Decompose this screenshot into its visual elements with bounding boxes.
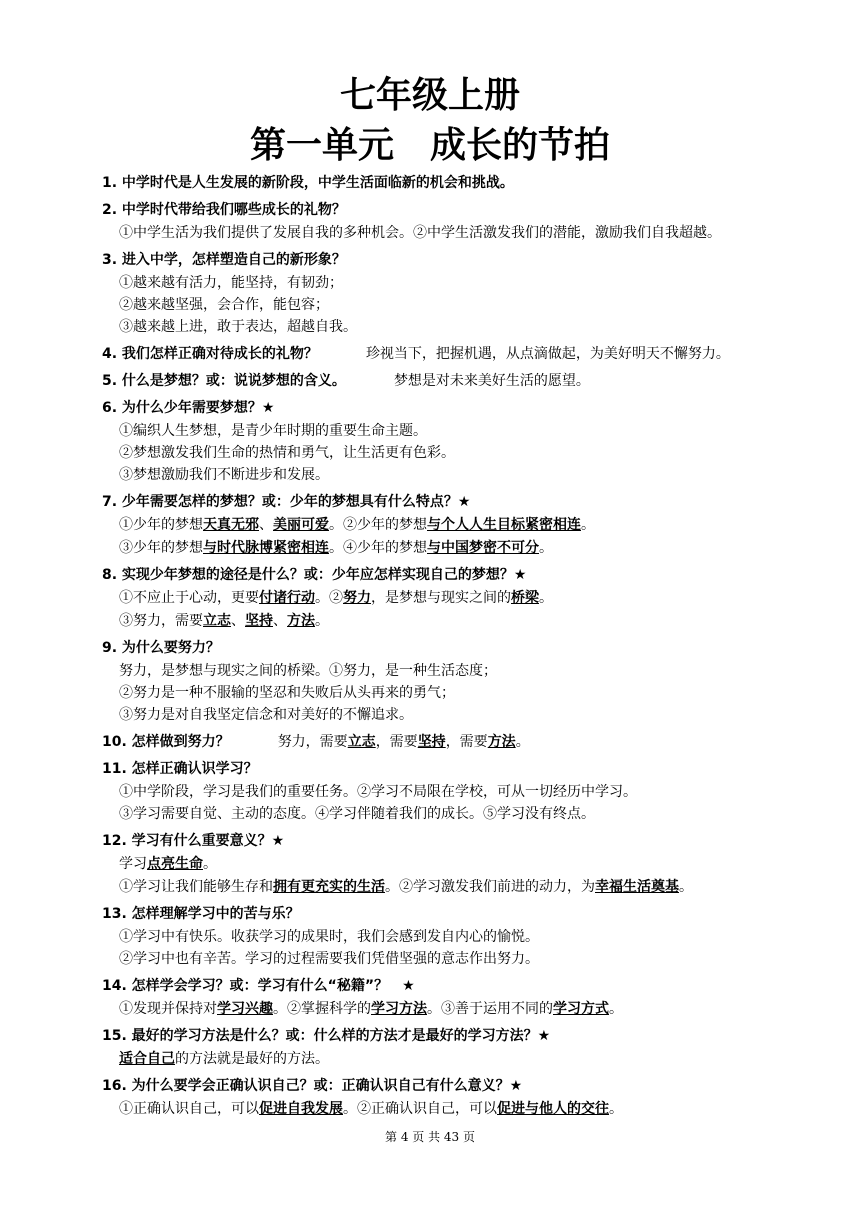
text-segment: ③努力，需要: [119, 613, 203, 629]
text-segment: ①中学阶段，学习是我们的重要任务。②学习不局限在学校，可从一切经历中学习。: [119, 784, 637, 800]
text-segment: ③越来越上进，敢于表达，超越自我。: [119, 319, 357, 335]
key-term: 点亮生命: [147, 856, 203, 872]
text-segment: 。②少年的梦想: [329, 517, 427, 533]
key-term: 付诸行动: [259, 590, 315, 606]
page-title: 七年级上册: [339, 75, 520, 116]
text-segment: 5. 什么是梦想？或：说说梦想的含义。: [102, 373, 346, 389]
question-line: [102, 758, 258, 780]
key-term: 与个人人生目标紧密相连: [427, 517, 581, 533]
question-line: [102, 343, 730, 365]
question-line: [102, 491, 470, 513]
text-segment: 11. 怎样正确认识学习？: [102, 761, 258, 777]
page-number: 第 4 页 共 43 页: [385, 1130, 475, 1144]
text-segment: 。: [609, 1001, 623, 1017]
key-term: 立志: [203, 613, 231, 629]
text-segment: 。: [315, 613, 329, 629]
text-segment: 4. 我们怎样正确对待成长的礼物？: [102, 346, 318, 362]
answer-line: [119, 926, 539, 948]
answer-line: [119, 948, 539, 970]
question-line: [102, 1025, 550, 1047]
answer-line: [119, 1048, 329, 1070]
key-term: 美丽可爱: [273, 517, 329, 533]
answer-line: [119, 587, 553, 609]
text-segment: 。②: [315, 590, 343, 606]
question-line: [102, 975, 415, 997]
text-segment: ①少年的梦想: [119, 517, 203, 533]
text-segment: 。: [515, 734, 530, 750]
text-segment: 。: [203, 856, 217, 872]
key-term: 适合自己: [119, 1051, 175, 1067]
key-term: 桥梁: [511, 590, 539, 606]
answer-line: [119, 1098, 623, 1120]
key-term: 拥有更充实的生活: [273, 879, 385, 895]
text-segment: ①学习让我们能够生存和: [119, 879, 273, 895]
text-segment: 。: [539, 590, 553, 606]
key-term: 与时代脉博紧密相连: [203, 540, 329, 556]
text-segment: 8. 实现少年梦想的途径是什么？或：少年应怎样实现自己的梦想？★: [102, 567, 527, 583]
text-segment: 。: [581, 517, 595, 533]
text-segment: ③梦想激励我们不断进步和发展。: [119, 467, 329, 483]
inline-answer: 珍视当下，把握机遇，从点滴做起，为美好明天不懈努力。: [365, 346, 730, 362]
key-term: 方法: [487, 734, 516, 750]
question-line: [102, 370, 590, 392]
inline-answer: 梦想是对未来美好生活的愿望。: [393, 373, 590, 389]
text-segment: ②努力是一种不服输的坚忍和失败后从头再来的勇气；: [119, 685, 455, 701]
text-segment: ①不应止于心动，更要: [119, 590, 259, 606]
text-segment: ②学习中也有辛苦。学习的过程需要我们凭借坚强的意志作出努力。: [119, 951, 539, 967]
answer-line: [119, 222, 721, 244]
text-segment: ①中学生活为我们提供了发展自我的多种机会。②中学生活激发我们的潜能，激励我们自我超越。: [119, 225, 721, 241]
answer-line: [119, 803, 595, 825]
question-line: [102, 172, 514, 194]
text-segment: ③学习需要自觉、主动的态度。④学习伴随着我们的成长。⑤学习没有终点。: [119, 806, 595, 822]
text-segment: 10. 怎样做到努力？: [102, 734, 230, 750]
answer-line: [119, 998, 623, 1020]
key-term: 坚持: [417, 734, 446, 750]
text-segment: 学习: [119, 856, 147, 872]
text-segment: 的方法就是最好的方法。: [175, 1051, 329, 1067]
question-line: [102, 637, 220, 659]
answer-line: [119, 464, 329, 486]
answer-line: [119, 272, 343, 294]
text-segment: 。④少年的梦想: [329, 540, 427, 556]
text-segment: 。②掌握科学的: [273, 1001, 371, 1017]
text-segment: 9. 为什么要努力？: [102, 640, 220, 656]
text-segment: ②越来越坚强，会合作，能包容；: [119, 297, 329, 313]
key-term: 努力: [343, 590, 371, 606]
unit-title: 第一单元 成长的节拍: [249, 125, 610, 166]
key-term: 幸福生活奠基: [595, 879, 679, 895]
answer-line: [119, 876, 693, 898]
text-segment: 、: [231, 613, 245, 629]
key-term: 学习方法: [371, 1001, 427, 1017]
text-segment: ①越来越有活力，能坚持，有韧劲；: [119, 275, 343, 291]
text-segment: ①发现并保持对: [119, 1001, 217, 1017]
answer-line: [119, 442, 455, 464]
text-segment: 1. 中学时代是人生发展的新阶段，中学生活面临新的机会和挑战。: [102, 175, 514, 191]
question-line: [102, 830, 284, 852]
text-segment: 。: [679, 879, 693, 895]
answer-line: [119, 610, 329, 632]
text-segment: 。: [539, 540, 553, 556]
text-segment: ，需要: [375, 734, 418, 750]
text-segment: 2. 中学时代带给我们哪些成长的礼物？: [102, 202, 346, 218]
answer-line: [119, 537, 553, 559]
text-segment: ①学习中有快乐。收获学习的成果时，我们会感到发自内心的愉悦。: [119, 929, 539, 945]
key-term: 促进自我发展: [259, 1101, 343, 1117]
text-segment: 15. 最好的学习方法是什么？或：什么样的方法才是最好的学习方法？★: [102, 1028, 551, 1044]
text-segment: 14. 怎样学会学习？或：学习有什么“秘籍”？ ★: [102, 978, 415, 994]
text-segment: ①编织人生梦想，是青少年时期的重要生命主题。: [119, 423, 427, 439]
text-segment: ③少年的梦想: [119, 540, 203, 556]
question-line: [102, 249, 346, 271]
question-line: [102, 199, 346, 221]
key-term: 立志: [347, 734, 376, 750]
key-term: 坚持: [245, 613, 273, 629]
text-segment: ，是梦想与现实之间的: [371, 590, 511, 606]
key-term: 天真无邪: [203, 517, 259, 533]
text-segment: 12. 学习有什么重要意义？★: [102, 833, 285, 849]
answer-line: [119, 682, 455, 704]
text-segment: 16. 为什么要学会正确认识自己？或：正确认识自己有什么意义？★: [102, 1078, 523, 1094]
text-segment: 、: [273, 613, 287, 629]
text-segment: ③努力是对自我坚定信念和对美好的不懈追求。: [119, 707, 413, 723]
text-segment: ②梦想激发我们生命的热情和勇气，让生活更有色彩。: [119, 445, 455, 461]
question-line: [102, 397, 274, 419]
text-segment: 。③善于运用不同的: [427, 1001, 553, 1017]
answer-line: [119, 853, 217, 875]
text-segment: 。②正确认识自己，可以: [343, 1101, 497, 1117]
text-segment: 7. 少年需要怎样的梦想？或：少年的梦想具有什么特点？★: [102, 494, 471, 510]
answer-line: [119, 514, 595, 536]
key-term: 促进与他人的交往: [497, 1101, 609, 1117]
answer-line: [119, 294, 329, 316]
inline-answer: 努力，需要: [277, 734, 348, 750]
text-segment: 。②学习激发我们前进的动力，为: [385, 879, 595, 895]
key-term: 方法: [287, 613, 315, 629]
answer-line: [119, 704, 413, 726]
text-segment: 13. 怎样理解学习中的苦与乐？: [102, 906, 300, 922]
question-line: [102, 1075, 522, 1097]
text-segment: 6. 为什么少年需要梦想？★: [102, 400, 275, 416]
question-line: [102, 903, 300, 925]
text-segment: 。: [609, 1101, 623, 1117]
key-term: 与中国梦密不可分: [427, 540, 539, 556]
answer-line: [119, 316, 357, 338]
question-line: [102, 731, 530, 753]
text-segment: 3. 进入中学，怎样塑造自己的新形象？: [102, 252, 346, 268]
answer-line: [119, 781, 637, 803]
text-segment: 、: [259, 517, 273, 533]
question-line: [102, 564, 526, 586]
answer-line: [119, 660, 497, 682]
text-segment: ①正确认识自己，可以: [119, 1101, 259, 1117]
text-segment: 努力，是梦想与现实之间的桥梁。①努力，是一种生活态度；: [119, 663, 497, 679]
key-term: 学习方式: [553, 1001, 609, 1017]
answer-line: [119, 420, 427, 442]
key-term: 学习兴趣: [217, 1001, 273, 1017]
text-segment: ，需要: [445, 734, 488, 750]
